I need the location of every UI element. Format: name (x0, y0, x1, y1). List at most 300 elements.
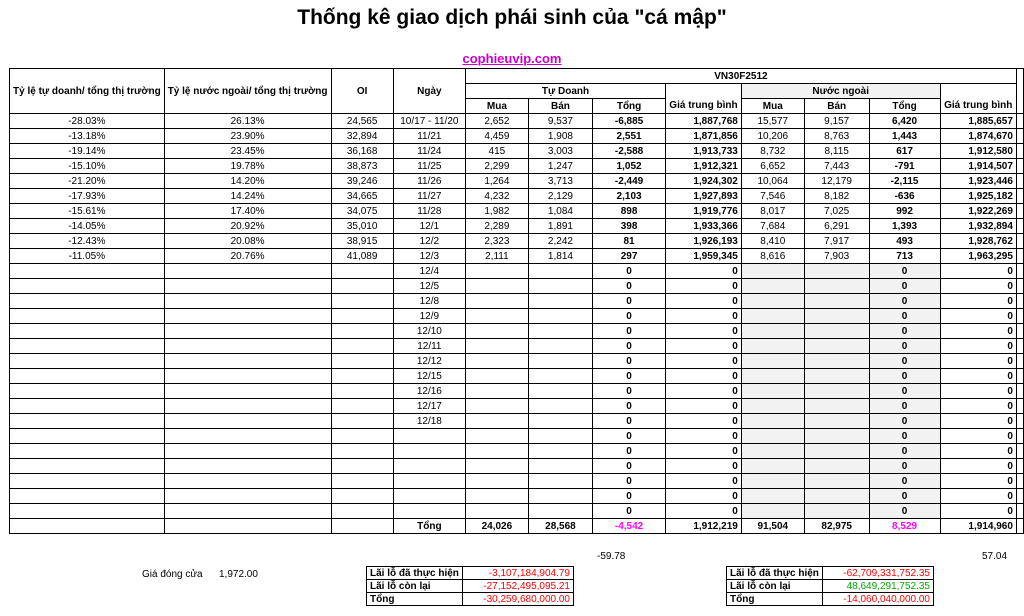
cell-td-tong: 0 (593, 339, 666, 354)
table-row (10, 174, 1024, 189)
cell-td-ban: 9,537 (528, 114, 592, 129)
cell-td-ban (528, 474, 592, 489)
cell-oi (331, 354, 393, 369)
header-ty-le-nuoc-ngoai: Tỷ lệ nước ngoài/ tổng thị trường (164, 69, 331, 114)
pl-row (367, 593, 574, 606)
cell-td-mua: 1,982 (465, 204, 528, 219)
table-row (10, 504, 1024, 519)
cell-tl-td (10, 489, 165, 504)
total-row (10, 519, 1024, 534)
cell-nn-gia: 0 (940, 279, 1016, 294)
total-td-tong: -4,542 (593, 519, 666, 534)
cell-nn-gia: 1,925,182 (940, 189, 1016, 204)
cell-nn-mua (741, 309, 804, 324)
cell-td-ban (528, 444, 592, 459)
cell-td-mua (465, 429, 528, 444)
cell-ngay: 12/2 (393, 234, 465, 249)
cell-nn-ban (804, 384, 869, 399)
cell-oi: 41,089 (331, 249, 393, 264)
cell-nn-ban (804, 309, 869, 324)
cell-nn-ban: 9,157 (804, 114, 869, 129)
cell-nn-ban: 7,025 (804, 204, 869, 219)
total-td-mua: 24,026 (465, 519, 528, 534)
cell-nn-ban: 8,115 (804, 144, 869, 159)
table-row (10, 159, 1024, 174)
cell-nn-tong: 0 (869, 294, 940, 309)
cell-nn-tong: 0 (869, 309, 940, 324)
cell-tl-nn: 20.92% (164, 219, 331, 234)
cell-td-mua (465, 369, 528, 384)
cell-ngay: 12/15 (393, 369, 465, 384)
cell-td-gia: 1,913,733 (666, 144, 742, 159)
cell-tl-td: -17.93% (10, 189, 165, 204)
cell-td-mua (465, 264, 528, 279)
cell-nn-mua: 15,577 (741, 114, 804, 129)
cell-nn-ban (804, 279, 869, 294)
cell-td-ban (528, 354, 592, 369)
header-td-mua: Mua (465, 99, 528, 114)
cell-nn-gia: 0 (940, 309, 1016, 324)
cell-nn-mua: 8,017 (741, 204, 804, 219)
cell-nn-tong: 6,420 (869, 114, 940, 129)
cell-td-mua (465, 414, 528, 429)
cell-td-gia: 0 (666, 354, 742, 369)
cell-td-gia: 0 (666, 279, 742, 294)
cell-nn-mua (741, 504, 804, 519)
cell-nn-tong: 0 (869, 264, 940, 279)
cell-nn-mua (741, 384, 804, 399)
cell-tl-td (10, 414, 165, 429)
header-td-gia: Giá trung bình (666, 99, 742, 114)
cell-td-gia: 1,919,776 (666, 204, 742, 219)
cell-tl-nn (164, 279, 331, 294)
cell-oi (331, 339, 393, 354)
cell-tl-td: -21.20% (10, 174, 165, 189)
cell-oi: 34,075 (331, 204, 393, 219)
cell-nn-gia: 0 (940, 264, 1016, 279)
cell-nn-tong: 0 (869, 504, 940, 519)
cell-oi (331, 264, 393, 279)
cell-ngay: 12/9 (393, 309, 465, 324)
cell-td-ban (528, 309, 592, 324)
cell-td-tong: 0 (593, 399, 666, 414)
cell-td-tong: 0 (593, 294, 666, 309)
table-row (10, 189, 1024, 204)
cell-ngay: 12/3 (393, 249, 465, 264)
cell-td-tong: 398 (593, 219, 666, 234)
cell-tl-td (10, 429, 165, 444)
pl-value: -27,152,495,095.21 (463, 580, 574, 593)
cell-td-tong: 0 (593, 429, 666, 444)
cell-tl-td: -15.10% (10, 159, 165, 174)
table-row (10, 204, 1024, 219)
pl-row (367, 567, 574, 580)
cell-tl-td: -15.61% (10, 204, 165, 219)
header-tu-doanh: Tự Doanh (465, 84, 665, 99)
cell-ngay: 11/25 (393, 159, 465, 174)
cell-nn-gia: 0 (940, 414, 1016, 429)
pl-label: Lãi lỗ đã thực hiện (727, 567, 823, 580)
cell-nn-ban (804, 459, 869, 474)
cell-nn-tong: 1,393 (869, 219, 940, 234)
cell-oi: 35,010 (331, 219, 393, 234)
cell-nn-tong: 617 (869, 144, 940, 159)
cell-ngay: 12/10 (393, 324, 465, 339)
cell-td-mua: 2,299 (465, 159, 528, 174)
cell-nn-mua: 7,546 (741, 189, 804, 204)
table-row (10, 279, 1024, 294)
cell-nn-mua (741, 294, 804, 309)
cell-td-ban: 2,129 (528, 189, 592, 204)
cell-td-gia: 0 (666, 264, 742, 279)
cell-nn-gia: 0 (940, 459, 1016, 474)
cell-ngay: 12/1 (393, 219, 465, 234)
cell-tl-td: -14.05% (10, 219, 165, 234)
pl-value: -3,107,184,904.79 (463, 567, 574, 580)
cell-nn-tong: 0 (869, 459, 940, 474)
cell-td-tong: 0 (593, 279, 666, 294)
cell-nn-ban: 7,443 (804, 159, 869, 174)
total-label: Tổng (393, 519, 465, 534)
pl-table-tu-doanh (366, 566, 574, 606)
cell-nn-gia: 0 (940, 399, 1016, 414)
cell-oi (331, 369, 393, 384)
cell-tl-td (10, 324, 165, 339)
cell-nn-ban: 6,291 (804, 219, 869, 234)
table-row (10, 114, 1024, 129)
cell-nn-tong: 0 (869, 324, 940, 339)
cell-nn-ban (804, 429, 869, 444)
cell-td-gia: 0 (666, 459, 742, 474)
cell-td-gia: 1,887,768 (666, 114, 742, 129)
table-row (10, 234, 1024, 249)
cell-oi (331, 324, 393, 339)
pl-label: Tổng (727, 593, 823, 606)
cell-nn-gia: 0 (940, 354, 1016, 369)
cell-nn-gia: 0 (940, 369, 1016, 384)
cell-nn-mua: 7,684 (741, 219, 804, 234)
cell-td-tong: 2,551 (593, 129, 666, 144)
cell-td-gia: 1,959,345 (666, 249, 742, 264)
cell-tl-nn (164, 294, 331, 309)
table-row (10, 474, 1024, 489)
cell-ngay (393, 474, 465, 489)
cell-td-gia: 0 (666, 369, 742, 384)
table-row (10, 219, 1024, 234)
cell-td-mua (465, 384, 528, 399)
cell-oi (331, 414, 393, 429)
cell-ngay: 12/11 (393, 339, 465, 354)
cell-tl-nn (164, 504, 331, 519)
cell-td-tong: 0 (593, 369, 666, 384)
cell-td-gia: 0 (666, 504, 742, 519)
site-link[interactable]: cophieuvip.com (462, 51, 562, 66)
cell-ngay (393, 504, 465, 519)
cell-nn-mua: 8,732 (741, 144, 804, 159)
cell-ngay: 12/12 (393, 354, 465, 369)
cell-td-mua: 4,459 (465, 129, 528, 144)
cell-td-mua (465, 399, 528, 414)
cell-nn-ban (804, 369, 869, 384)
cell-tl-nn: 23.90% (164, 129, 331, 144)
total-nn-gia: 1,914,960 (940, 519, 1016, 534)
cell-nn-tong: 713 (869, 249, 940, 264)
cell-td-gia: 0 (666, 399, 742, 414)
cell-td-mua: 415 (465, 144, 528, 159)
table-row (10, 354, 1024, 369)
cell-nn-gia: 1,963,295 (940, 249, 1016, 264)
cell-td-gia: 0 (666, 324, 742, 339)
cell-ngay: 10/17 - 11/20 (393, 114, 465, 129)
cell-tl-nn (164, 429, 331, 444)
table-row (10, 444, 1024, 459)
pl-label: Lãi lỗ còn lại (727, 580, 823, 593)
cell-oi: 36,168 (331, 144, 393, 159)
cell-tl-td (10, 384, 165, 399)
cell-nn-ban (804, 474, 869, 489)
cell-td-ban (528, 414, 592, 429)
cell-tl-nn (164, 474, 331, 489)
cell-td-mua (465, 354, 528, 369)
cell-nn-tong: -636 (869, 189, 940, 204)
total-nn-mua: 91,504 (741, 519, 804, 534)
page-title: Thống kê giao dịch phái sinh của "cá mập" (297, 6, 727, 29)
cell-oi (331, 489, 393, 504)
cell-tl-nn (164, 264, 331, 279)
cell-nn-mua (741, 399, 804, 414)
cell-tl-td (10, 459, 165, 474)
cell-td-gia: 0 (666, 414, 742, 429)
cell-tl-nn (164, 354, 331, 369)
cell-tl-td (10, 369, 165, 384)
cell-nn-mua (741, 429, 804, 444)
cell-td-mua (465, 279, 528, 294)
cell-tl-td (10, 264, 165, 279)
cell-nn-ban (804, 354, 869, 369)
cell-nn-tong: 493 (869, 234, 940, 249)
table-row (10, 339, 1024, 354)
cell-td-mua: 2,111 (465, 249, 528, 264)
pl-value: 48,649,291,752.35 (823, 580, 934, 593)
cell-nn-tong: 0 (869, 414, 940, 429)
cell-td-gia: 1,933,366 (666, 219, 742, 234)
table-row (10, 294, 1024, 309)
header-nn-tong: Tổng (869, 99, 940, 114)
cell-nn-tong: 0 (869, 339, 940, 354)
cell-ngay (393, 459, 465, 474)
cell-td-gia: 1,871,856 (666, 129, 742, 144)
cell-td-ban (528, 399, 592, 414)
cell-tl-nn: 20.08% (164, 234, 331, 249)
cell-nn-ban: 7,903 (804, 249, 869, 264)
cell-td-ban (528, 504, 592, 519)
cell-tl-td (10, 399, 165, 414)
cell-td-gia: 1,926,193 (666, 234, 742, 249)
cell-tl-nn (164, 399, 331, 414)
cell-td-tong: 0 (593, 444, 666, 459)
cell-nn-gia: 0 (940, 339, 1016, 354)
cell-nn-tong: -791 (869, 159, 940, 174)
cell-ngay: 11/27 (393, 189, 465, 204)
header-td-tong: Tổng (593, 99, 666, 114)
pl-value: -14,060,040,000.00 (823, 593, 934, 606)
cell-ngay: 12/8 (393, 294, 465, 309)
cell-tl-nn (164, 459, 331, 474)
header-nn-ban: Bán (804, 99, 869, 114)
pl-label: Lãi lỗ đã thực hiện (367, 567, 463, 580)
cell-tl-td: -13.18% (10, 129, 165, 144)
cell-tl-nn: 26.13% (164, 114, 331, 129)
cell-tl-nn (164, 309, 331, 324)
header-nn-gia: Giá trung bình (940, 99, 1016, 114)
cell-td-tong: 1,052 (593, 159, 666, 174)
cell-ngay: 11/24 (393, 144, 465, 159)
cell-td-tong: 0 (593, 384, 666, 399)
cell-td-mua (465, 504, 528, 519)
cell-nn-mua: 10,206 (741, 129, 804, 144)
cell-oi: 24,565 (331, 114, 393, 129)
cell-ngay (393, 429, 465, 444)
cell-nn-mua (741, 489, 804, 504)
cell-nn-gia: 0 (940, 504, 1016, 519)
cell-nn-tong: 0 (869, 399, 940, 414)
cell-td-mua: 1,264 (465, 174, 528, 189)
pl-value: -62,709,331,752.35 (823, 567, 934, 580)
cell-td-gia: 1,927,893 (666, 189, 742, 204)
cell-td-mua (465, 444, 528, 459)
cell-tl-nn (164, 324, 331, 339)
cell-td-tong: -2,588 (593, 144, 666, 159)
cell-tl-nn: 14.20% (164, 174, 331, 189)
cell-nn-gia: 0 (940, 294, 1016, 309)
cell-nn-ban: 12,179 (804, 174, 869, 189)
diff-nuoc-ngoai: 57.04 (982, 551, 1008, 562)
table-row (10, 144, 1024, 159)
header-ty-le-tu-doanh: Tỷ lệ tự doanh/ tổng thị trường (10, 69, 165, 114)
cell-oi: 38,873 (331, 159, 393, 174)
cell-nn-tong: 0 (869, 384, 940, 399)
cell-tl-nn: 14.24% (164, 189, 331, 204)
cell-nn-gia: 0 (940, 429, 1016, 444)
cell-td-mua (465, 459, 528, 474)
cell-nn-ban: 8,763 (804, 129, 869, 144)
cell-tl-td: -12.43% (10, 234, 165, 249)
cell-tl-nn (164, 414, 331, 429)
cell-nn-gia: 0 (940, 444, 1016, 459)
cell-td-ban (528, 369, 592, 384)
cell-td-ban (528, 489, 592, 504)
cell-nn-tong: 0 (869, 429, 940, 444)
cell-nn-mua (741, 339, 804, 354)
cell-nn-tong: 0 (869, 354, 940, 369)
cell-td-mua (465, 294, 528, 309)
cell-tl-td: -28.03% (10, 114, 165, 129)
cell-oi (331, 429, 393, 444)
cell-td-gia: 0 (666, 489, 742, 504)
cell-td-ban: 1,084 (528, 204, 592, 219)
cell-nn-ban (804, 489, 869, 504)
cell-td-mua (465, 309, 528, 324)
cell-td-ban: 3,003 (528, 144, 592, 159)
cell-nn-mua (741, 354, 804, 369)
cell-nn-ban (804, 399, 869, 414)
cell-nn-tong: 0 (869, 369, 940, 384)
header-td-ban: Bán (528, 99, 592, 114)
cell-td-ban: 3,713 (528, 174, 592, 189)
cell-td-mua: 4,232 (465, 189, 528, 204)
cell-nn-gia: 1,923,446 (940, 174, 1016, 189)
cell-nn-ban (804, 414, 869, 429)
pl-row (727, 567, 934, 580)
cell-nn-ban: 7,917 (804, 234, 869, 249)
cell-td-gia: 0 (666, 384, 742, 399)
cell-td-mua (465, 339, 528, 354)
pl-row (727, 580, 934, 593)
cell-td-gia: 0 (666, 429, 742, 444)
pl-table-nuoc-ngoai (726, 566, 934, 606)
cell-tl-td: -19.14% (10, 144, 165, 159)
cell-td-ban (528, 339, 592, 354)
cell-td-tong: 0 (593, 459, 666, 474)
cell-nn-mua (741, 324, 804, 339)
cell-nn-gia: 0 (940, 474, 1016, 489)
table-row (10, 264, 1024, 279)
cell-oi: 34,665 (331, 189, 393, 204)
cell-nn-gia: 0 (940, 324, 1016, 339)
pl-row (727, 593, 934, 606)
cell-td-ban (528, 279, 592, 294)
cell-td-ban: 2,242 (528, 234, 592, 249)
cell-td-tong: 0 (593, 324, 666, 339)
pl-value: -30,259,680,000.00 (463, 593, 574, 606)
table-row (10, 249, 1024, 264)
pl-row (367, 580, 574, 593)
cell-nn-mua (741, 414, 804, 429)
cell-tl-nn (164, 384, 331, 399)
cell-oi (331, 279, 393, 294)
cell-tl-nn (164, 444, 331, 459)
cell-nn-tong: -2,115 (869, 174, 940, 189)
diff-tu-doanh: -59.78 (597, 551, 626, 562)
cell-td-tong: 0 (593, 504, 666, 519)
cell-ngay: 12/4 (393, 264, 465, 279)
cell-td-ban (528, 459, 592, 474)
cell-nn-tong: 1,443 (869, 129, 940, 144)
cell-tl-td (10, 354, 165, 369)
cell-ngay: 11/28 (393, 204, 465, 219)
cell-nn-tong: 0 (869, 444, 940, 459)
table-row (10, 459, 1024, 474)
cell-nn-mua (741, 279, 804, 294)
cell-oi (331, 504, 393, 519)
cell-tl-td (10, 294, 165, 309)
cell-tl-td (10, 474, 165, 489)
header-ngay: Ngày (393, 69, 465, 114)
pl-label: Tổng (367, 593, 463, 606)
cell-tl-td (10, 309, 165, 324)
cell-nn-gia: 1,932,894 (940, 219, 1016, 234)
cell-td-ban: 1,908 (528, 129, 592, 144)
cell-nn-gia: 1,885,657 (940, 114, 1016, 129)
cell-tl-nn: 19.78% (164, 159, 331, 174)
close-price-label: Giá đóng cửa (142, 569, 203, 580)
cell-td-mua (465, 489, 528, 504)
cell-td-ban (528, 294, 592, 309)
cell-td-ban: 1,247 (528, 159, 592, 174)
cell-td-ban (528, 324, 592, 339)
cell-td-tong: -6,885 (593, 114, 666, 129)
cell-td-ban (528, 264, 592, 279)
